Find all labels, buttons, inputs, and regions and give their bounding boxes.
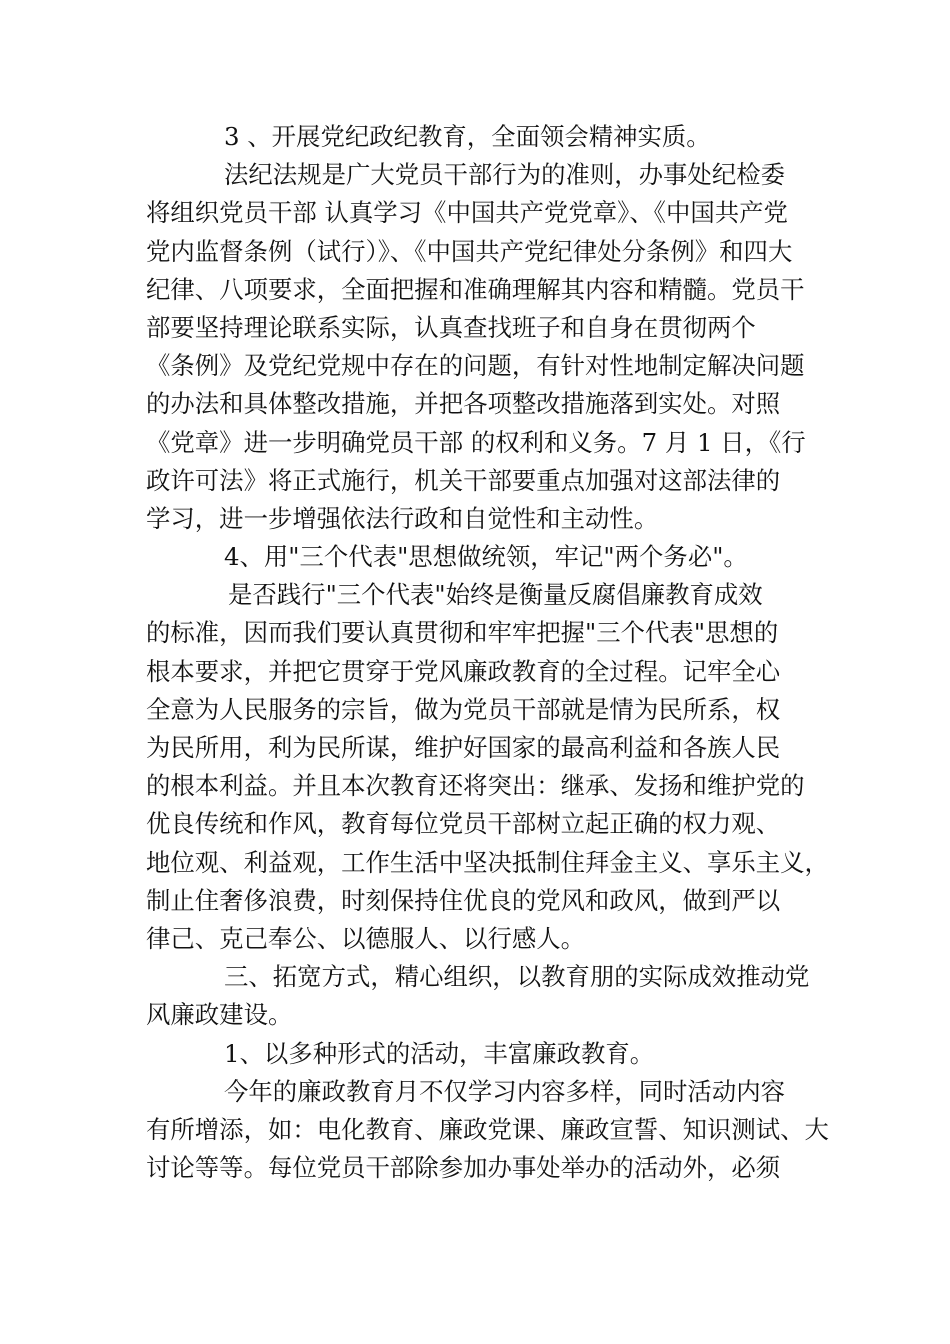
paragraph-line: 的标准，因而我们要认真贯彻和牢牢把握"三个代表"思想的 [146, 618, 779, 648]
paragraph-line: 制止住奢侈浪费，时刻保持住优良的党风和政风，做到严以 [146, 885, 781, 915]
paragraph-line: 根本要求，并把它贯穿于党风廉政教育的全过程。记牢全心 [146, 656, 781, 686]
document-body [146, 118, 829, 1187]
paragraph-line: 纪律、八项要求，全面把握和准确理解其内容和精髓。党员干 [146, 274, 805, 304]
paragraph-line: 律己、克己奉公、以德服人、以行感人。 [146, 923, 586, 953]
paragraph-line: 的根本利益。并且本次教育还将突出：继承、发扬和维护党的 [146, 771, 805, 801]
paragraph-line: 学习，进一步增强依法行政和自觉性和主动性。 [146, 503, 659, 533]
paragraph-line: 法纪法规是广大党员干部行为的准则，办事处纪检委 [224, 160, 785, 190]
paragraph-line: 风廉政建设。 [146, 1000, 293, 1030]
paragraph-line: 《党章》进一步明确党员干部 的权利和义务。7 月 1 日，《行 [146, 427, 806, 457]
paragraph-line: 今年的廉政教育月不仅学习内容多样，同时活动内容 [224, 1076, 785, 1106]
paragraph-line: 党内监督条例（试行）》、《中国共产党纪律处分条例》和四大 [146, 236, 793, 266]
paragraph-line: 有所增添，如：电化教育、廉政党课、廉政宣誓、知识测试、大 [146, 1114, 829, 1144]
section-heading-4: 4、用"三个代表"思想做统领，牢记"两个务必"。 [224, 542, 748, 572]
paragraph-line: 地位观、利益观，工作生活中坚决抵制住拜金主义、享乐主义， [146, 847, 829, 877]
paragraph-line: 《条例》及党纪党规中存在的问题，有针对性地制定解决问题 [146, 351, 805, 381]
section-heading-3: 3 、开展党纪政纪教育，全面领会精神实质。 [224, 122, 711, 151]
paragraph-line: 全意为人民服务的宗旨，做为党员干部就是情为民所系，权 [146, 694, 781, 724]
paragraph-line: 部要坚持理论联系实际，认真查找班子和自身在贯彻两个 [146, 312, 756, 342]
paragraph-line: 是否践行"三个代表"始终是衡量反腐倡廉教育成效 [228, 580, 763, 610]
paragraph-line: 政许可法》将正式施行，机关干部要重点加强对这部法律的 [146, 465, 781, 495]
paragraph-line: 优良传统和作风，教育每位党员干部树立起正确的权力观、 [146, 809, 781, 839]
section-heading-three: 三、拓宽方式，精心组织，以教育朋的实际成效推动党 [224, 962, 810, 992]
paragraph-line: 的办法和具体整改措施，并把各项整改措施落到实处。对照 [146, 389, 781, 419]
paragraph-line: 讨论等等。每位党员干部除参加办事处举办的活动外，必须 [146, 1153, 781, 1183]
section-heading-1: 1、以多种形式的活动，丰富廉政教育。 [224, 1038, 655, 1068]
paragraph-line: 为民所用，利为民所谋，维护好国家的最高利益和各族人民 [146, 733, 781, 762]
paragraph-line: 将组织党员干部 认真学习《中国共产党党章》、《中国共产党 [146, 198, 788, 228]
